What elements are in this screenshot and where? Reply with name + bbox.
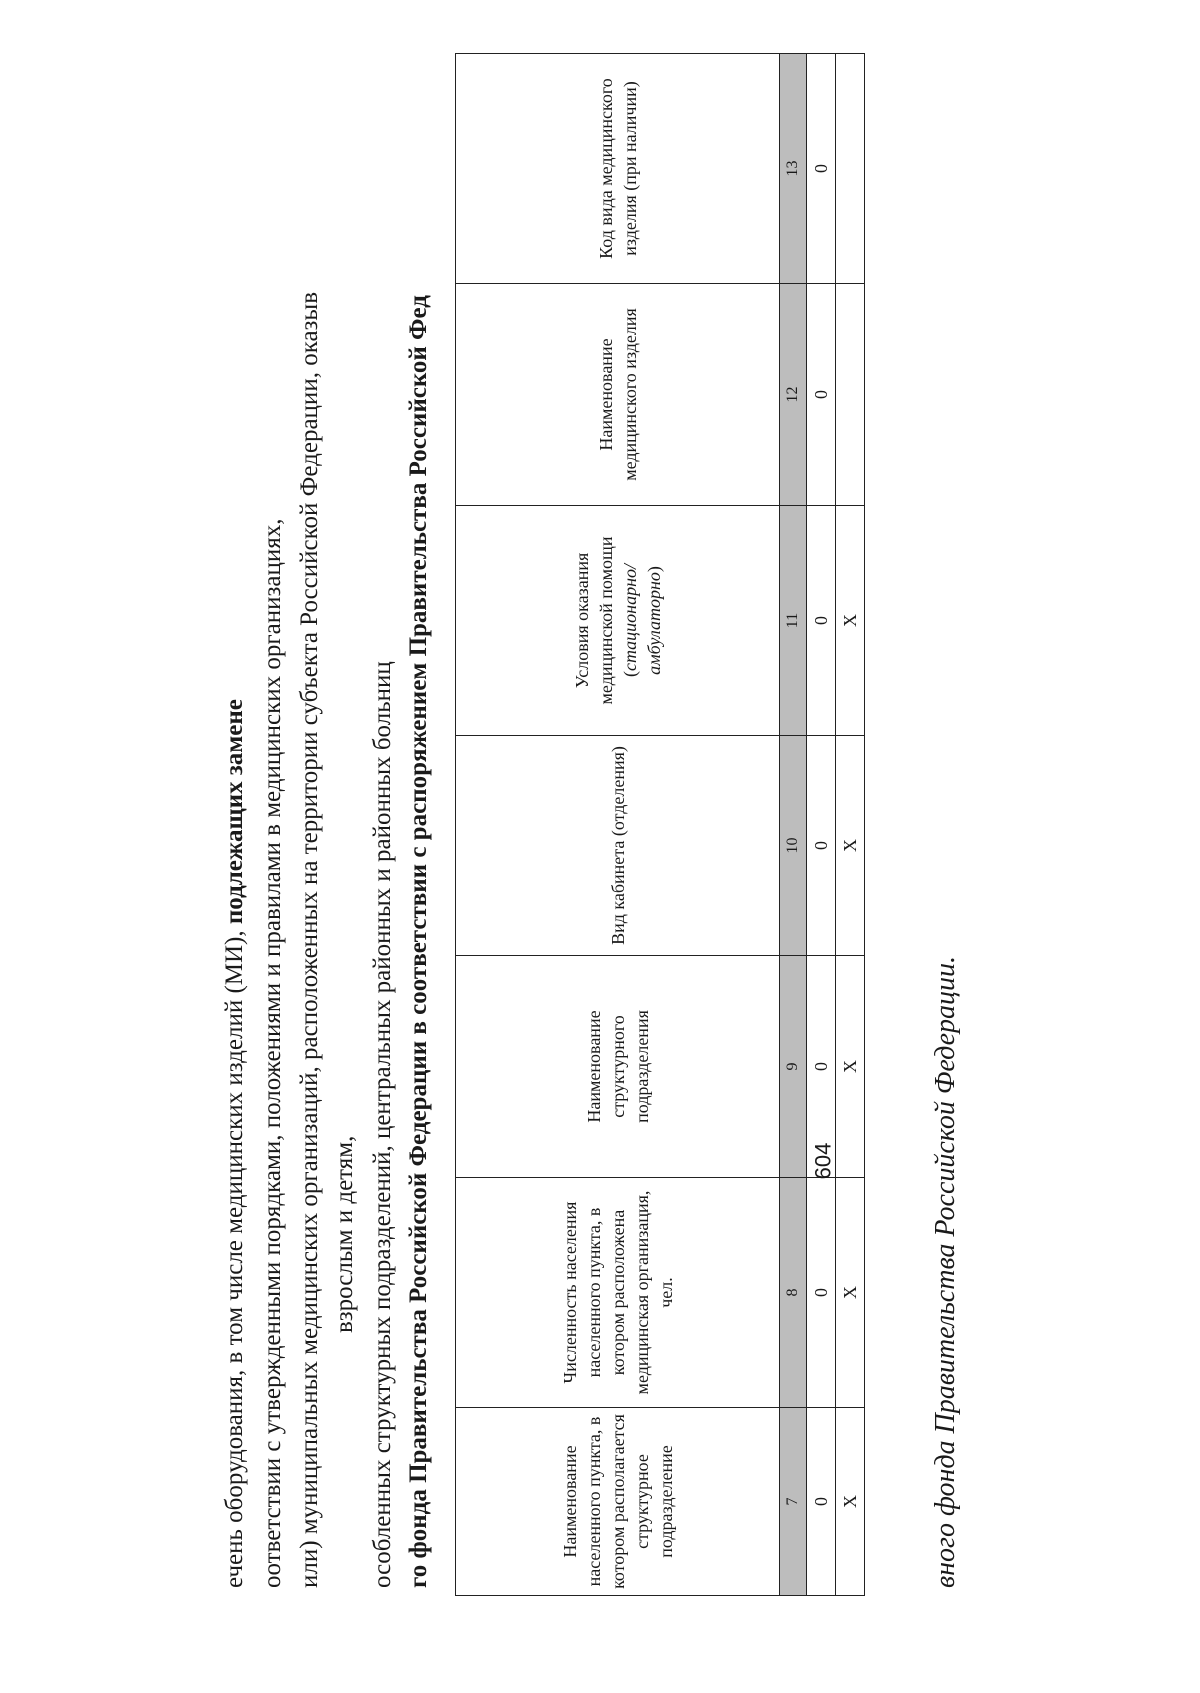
column-number-row (780, 54, 807, 1596)
table-cell: 0 (807, 1408, 836, 1596)
header-cabinet-type: Вид кабинета (отделения) (456, 736, 780, 956)
heading-line-1 (220, 699, 250, 1588)
equipment-table (455, 53, 865, 1596)
column-number: 8 (780, 1178, 807, 1408)
heading-line-2: оответствии с утвержденными порядками, положениями и правилами в медицинских организациях, (259, 518, 286, 1588)
table-cell (836, 54, 865, 284)
column-number: 11 (780, 506, 807, 736)
heading-line-4: взрослым и детям, (331, 1135, 358, 1333)
table-cell: 0 (807, 506, 836, 736)
table-row (836, 54, 865, 1596)
table-cell: Х (836, 1178, 865, 1408)
table-cell: 0 (807, 284, 836, 506)
footnote: вного фонда Правительства Российской Федерации. (930, 955, 961, 1588)
table-header-row (456, 54, 780, 1596)
table-cell: Х (836, 1408, 865, 1596)
header-subdivision-name: Наименование структурного подразделения (456, 956, 780, 1178)
heading-line-5: особленных структурных подразделений, центральных районных и районных больниц (369, 661, 396, 1588)
header-device-code: Код вида медицинского изделия (при наличии) (456, 54, 780, 284)
column-number: 10 (780, 736, 807, 956)
table-cell: Х (836, 736, 865, 956)
table-cell: 0 (807, 736, 836, 956)
column-number: 13 (780, 54, 807, 284)
header-device-name: Наименование медицинского изделия (456, 284, 780, 506)
table-cell: Х (836, 956, 865, 1178)
column-number: 9 (780, 956, 807, 1178)
column-number: 12 (780, 284, 807, 506)
table-row (807, 54, 836, 1596)
heading-line-1-text: ечень оборудования, в том числе медицинских изделий (МИ), (221, 924, 248, 1588)
header-settlement-name: Наименование населенного пункта, в котором располагается структурное подразделение (456, 1408, 780, 1596)
table-cell: Х (836, 506, 865, 736)
care-conditions-italic: стационарно/амбулаторно (619, 563, 664, 675)
table-cell (836, 284, 865, 506)
page-number-text: 604 (810, 1142, 836, 1180)
table-cell: 0 (807, 1178, 836, 1408)
table-cell: 0 (807, 54, 836, 284)
table-cell: 0 (807, 956, 836, 1178)
page-number (805, 1142, 842, 1180)
heading-line-3: или) муниципальных медицинских организаций, расположенных на территории субъекта Российской Федерации, оказыв (296, 291, 323, 1588)
column-number: 7 (780, 1408, 807, 1596)
care-conditions-close: ) (643, 566, 664, 573)
header-care-conditions (456, 506, 780, 736)
header-population: Численность населения населенного пункта, в котором расположена медицинская организация, чел. (456, 1178, 780, 1408)
heading-line-1-bold: подлежащих замене (221, 699, 248, 925)
heading-line-6: го фонда Правительства Российской Федерации в соответствии с распоряжением Правительства Российской Фед (405, 295, 432, 1588)
care-conditions-text: Условия оказания медицинской помощи ( (571, 536, 640, 705)
